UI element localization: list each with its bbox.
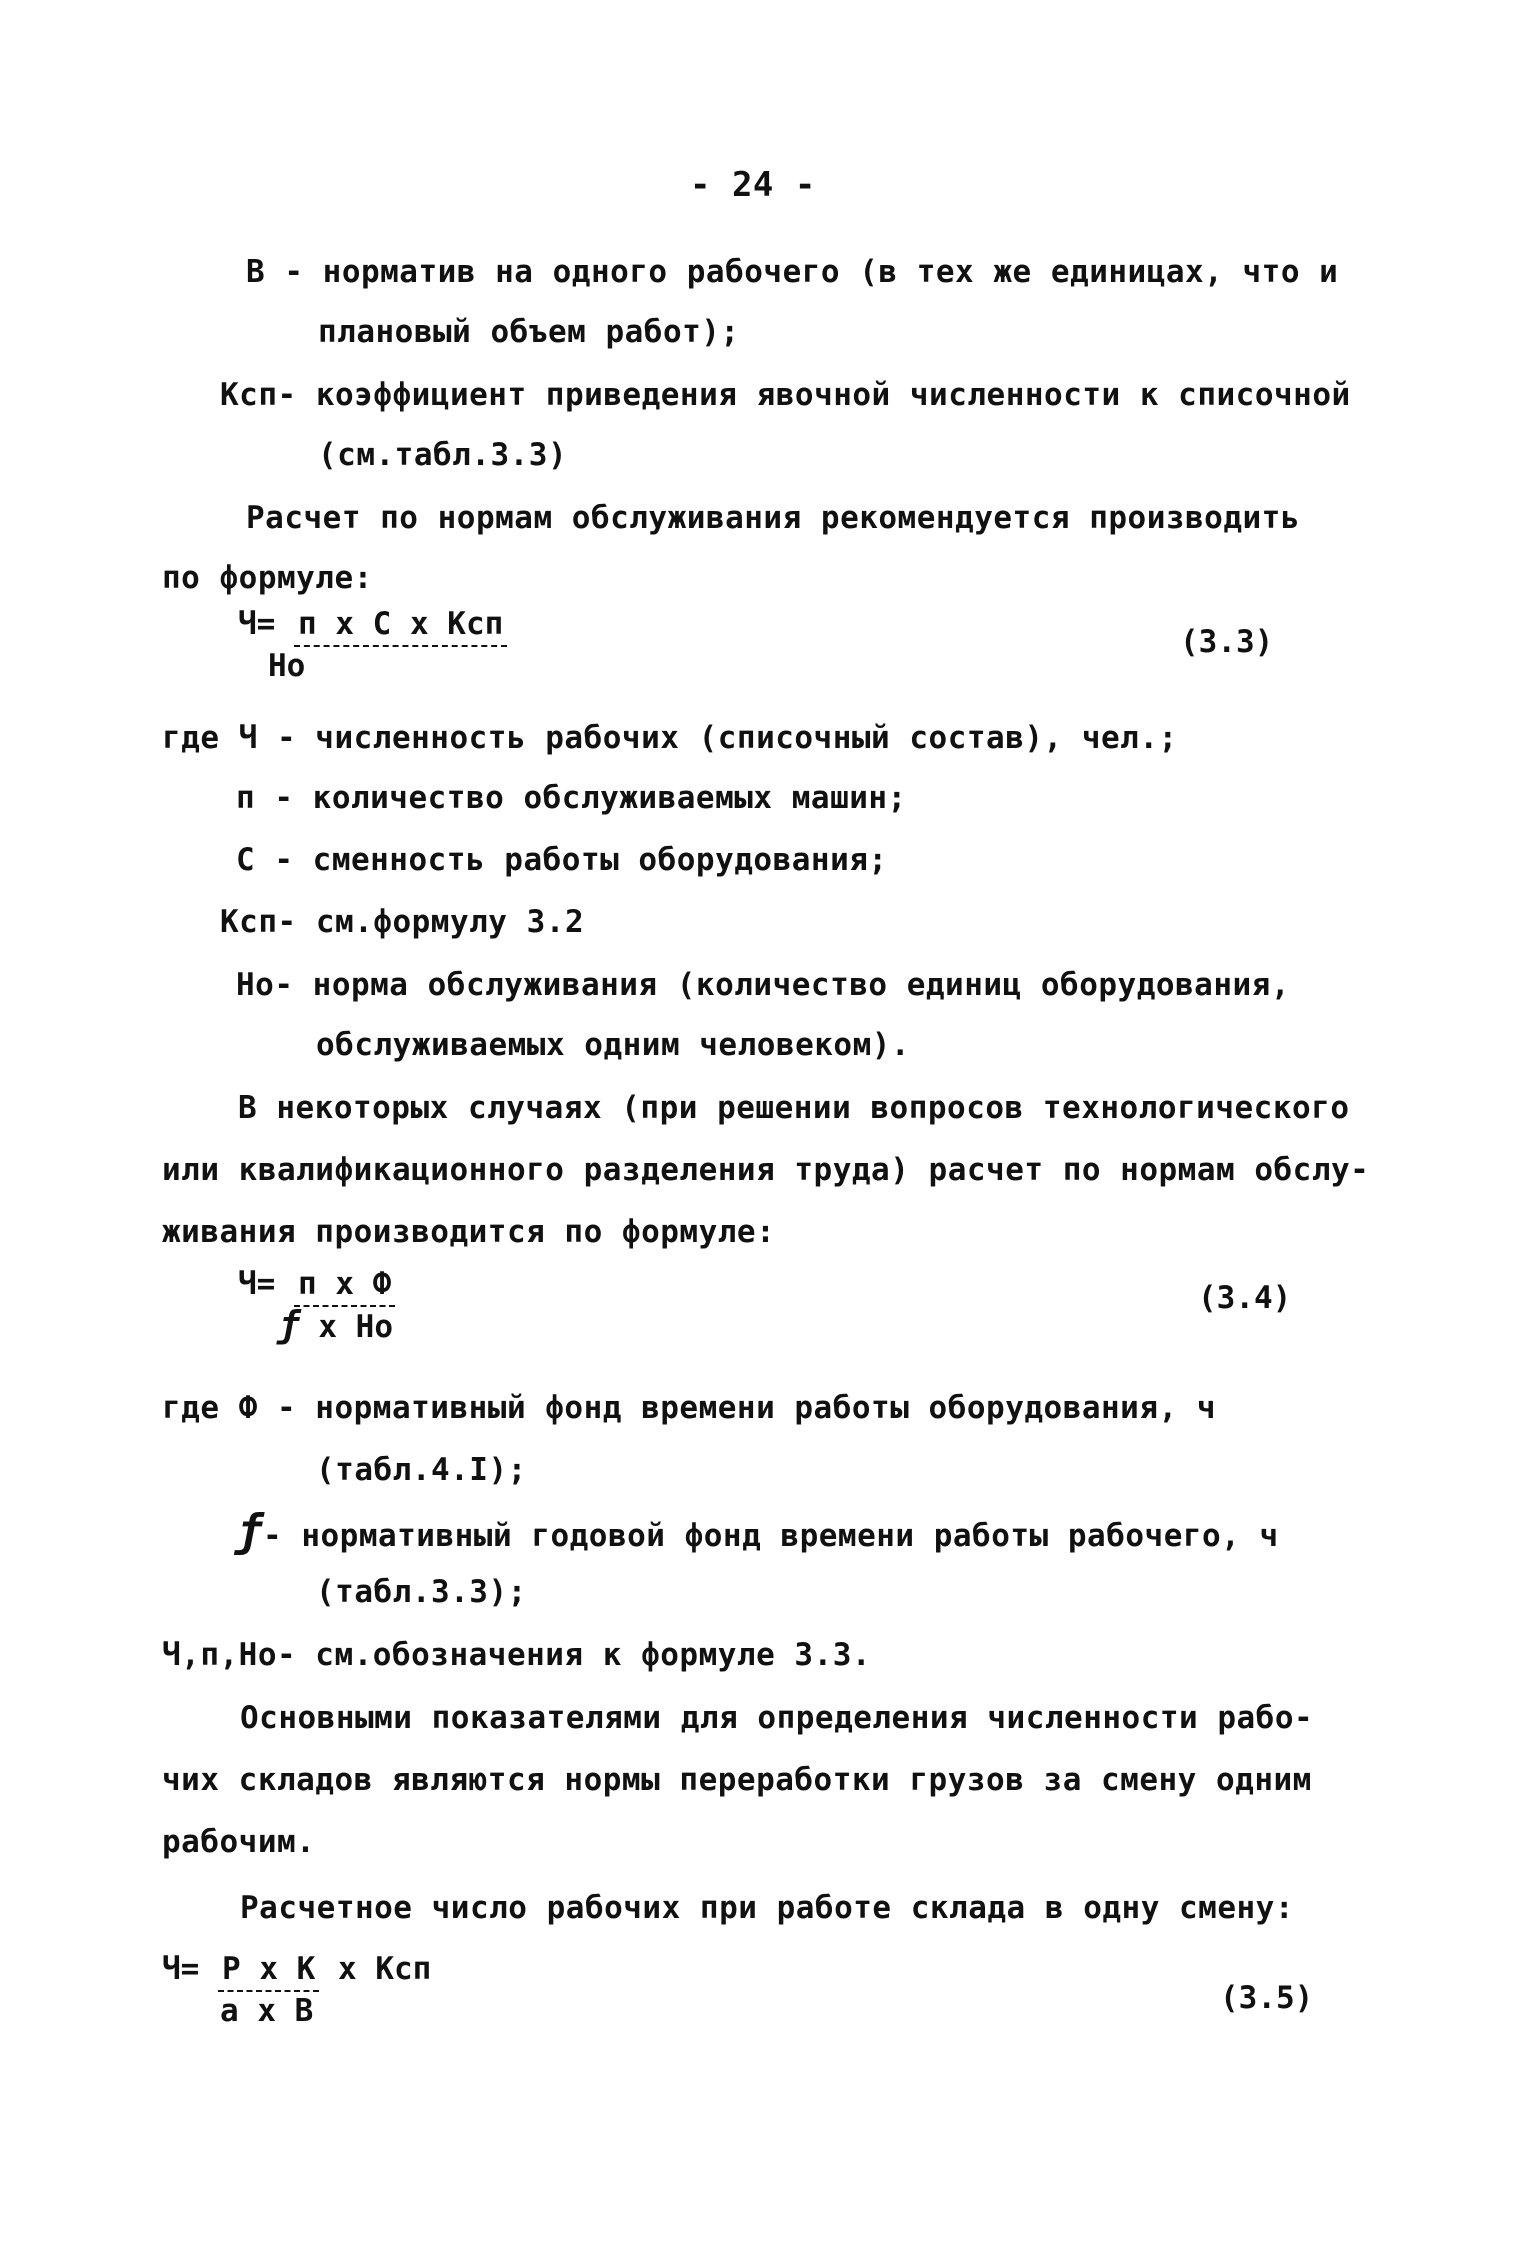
text-line: Ксп- см.формулу 3.2	[220, 904, 585, 940]
page-number: - 24 -	[690, 165, 816, 205]
formula-lhs: Ч=	[238, 606, 276, 642]
formula-numerator: п х С х Ксп	[294, 605, 507, 647]
text-line: В - норматив на одного рабочего (в тех же единицах, что и	[246, 254, 1339, 290]
text-line: плановый объем работ);	[318, 314, 740, 350]
formula-numerator: Р х К	[218, 1950, 319, 1992]
formula-numerator: п х Ф	[294, 1265, 395, 1307]
formula-3-5	[162, 1950, 431, 2030]
text-line: (см.табл.3.3)	[318, 437, 568, 473]
text-line: - нормативный годовой фонд времени работы рабочего, ч	[263, 1518, 1279, 1554]
text-line: или квалификационного разделения труда) расчет по нормам обслу-	[162, 1152, 1370, 1188]
formula-3-4	[238, 1265, 395, 1346]
formula-denominator-group	[238, 1307, 395, 1346]
formula-denominator: х Но	[318, 1309, 394, 1345]
text-line: по формуле:	[162, 560, 373, 596]
text-line: живания производится по формуле:	[162, 1214, 776, 1250]
f-symbol: ƒ	[278, 1305, 300, 1346]
formula-3-3	[238, 605, 507, 685]
formula-tail: х Ксп	[338, 1951, 432, 1987]
equation-number: (3.4)	[1198, 1280, 1292, 1316]
text-line: В некоторых случаях (при решении вопросов технологического	[238, 1090, 1350, 1126]
formula-denominator: Но	[268, 648, 306, 684]
formula-lhs: Ч=	[162, 1951, 200, 1987]
text-line: п - количество обслуживаемых машин;	[236, 780, 907, 816]
formula-denominator: а х В	[220, 1993, 314, 2029]
text-line: обслуживаемых одним человеком).	[316, 1027, 911, 1063]
text-line: Расчетное число рабочих при работе склада в одну смену:	[240, 1890, 1294, 1926]
equation-number: (3.5)	[1220, 1980, 1314, 2016]
f-symbol: ƒ	[236, 1506, 263, 1557]
text-line: Ч,п,Но- см.обозначения к формуле 3.3.	[162, 1637, 872, 1673]
text-line: С - сменность работы оборудования;	[236, 842, 888, 878]
text-line: чих складов являются нормы переработки грузов за смену одним	[162, 1762, 1312, 1798]
text-line: рабочим.	[162, 1824, 316, 1860]
text-line: Расчет по нормам обслуживания рекомендуется производить	[246, 500, 1300, 536]
text-line-f	[236, 1506, 1279, 1557]
text-line: где Ф - нормативный фонд времени работы оборудования, ч	[162, 1390, 1216, 1426]
text-line: (табл.3.3);	[316, 1574, 527, 1610]
text-line: Основными показателями для определения численности рабо-	[240, 1700, 1314, 1736]
text-line: (табл.4.I);	[316, 1452, 527, 1488]
equation-number: (3.3)	[1180, 624, 1274, 660]
text-line: где Ч - численность рабочих (списочный состав), чел.;	[162, 720, 1178, 756]
text-line: Ксп- коэффициент приведения явочной численности к списочной	[220, 377, 1351, 413]
formula-lhs: Ч=	[238, 1266, 276, 1302]
text-line: Но- норма обслуживания (количество единиц оборудования,	[236, 967, 1290, 1003]
